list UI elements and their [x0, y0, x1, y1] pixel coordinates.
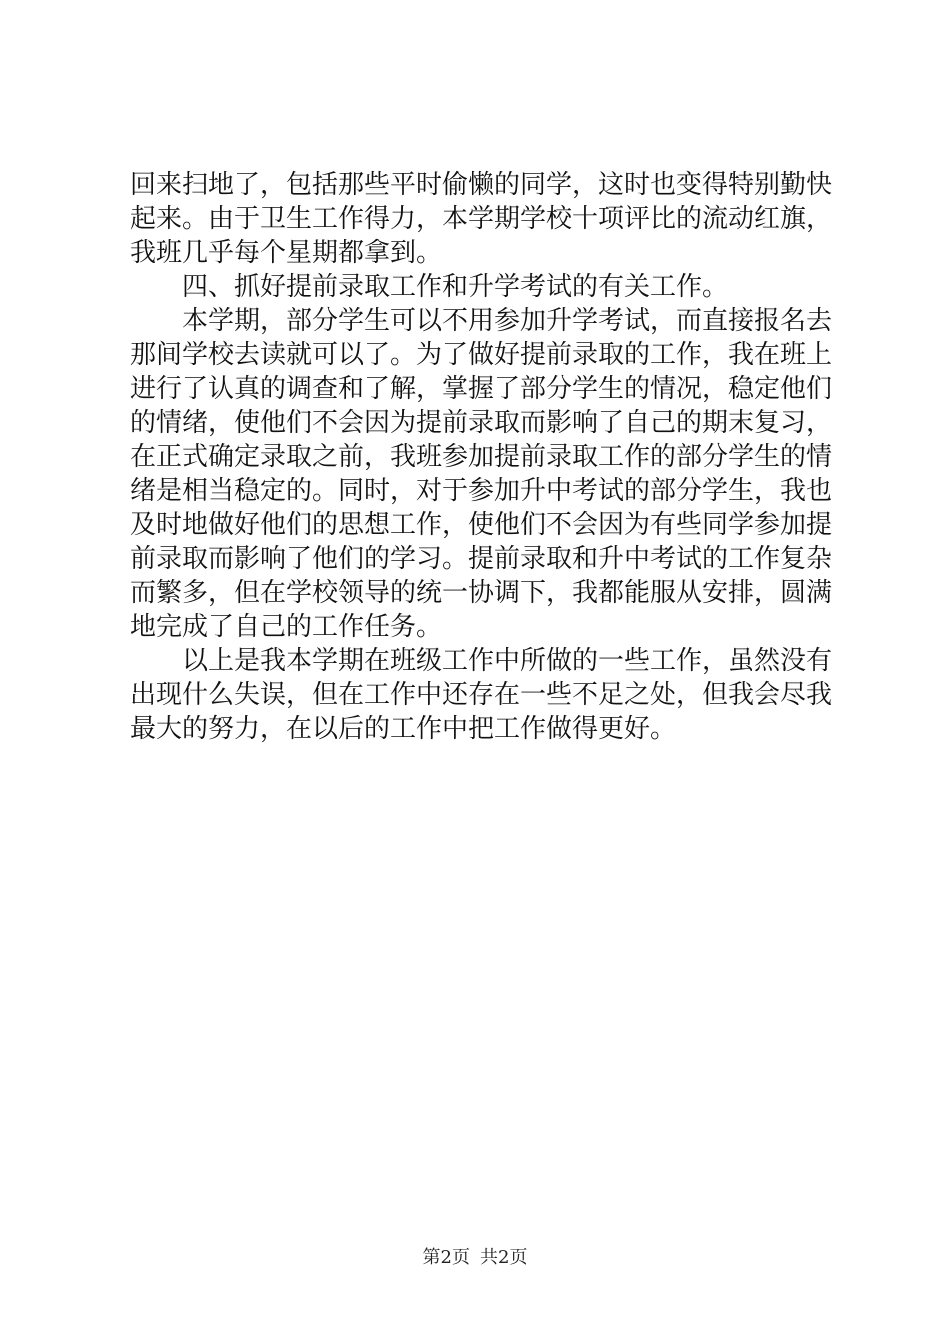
page-total: 共2页 — [480, 1247, 528, 1268]
document-body — [130, 168, 833, 746]
body-line: 起来。由于卫生工作得力，本学期学校十项评比的流动红旗， — [130, 204, 833, 234]
page-footer — [0, 1246, 950, 1270]
body-line: 那间学校去读就可以了。为了做好提前录取的工作，我在班上 — [130, 340, 833, 370]
body-line: 前录取而影响了他们的学习。提前录取和升中考试的工作复杂 — [130, 544, 833, 574]
section-heading: 四、抓好提前录取工作和升学考试的有关工作。 — [182, 272, 729, 302]
body-line: 而繁多，但在学校领导的统一协调下，我都能服从安排，圆满 — [130, 578, 833, 608]
body-line: 地完成了自己的工作任务。 — [130, 612, 443, 642]
body-line: 在正式确定录取之前，我班参加提前录取工作的部分学生的情 — [130, 442, 833, 472]
body-line: 回来扫地了，包括那些平时偷懒的同学，这时也变得特别勤快 — [130, 170, 833, 200]
body-line: 本学期，部分学生可以不用参加升学考试，而直接报名去 — [182, 306, 833, 336]
body-line: 进行了认真的调查和了解，掌握了部分学生的情况，稳定他们 — [130, 374, 833, 404]
body-line: 绪是相当稳定的。同时，对于参加升中考试的部分学生，我也 — [130, 476, 833, 506]
page-number: 第2页 — [422, 1247, 470, 1268]
body-line: 我班几乎每个星期都拿到。 — [130, 238, 443, 268]
body-line: 及时地做好他们的思想工作，使他们不会因为有些同学参加提 — [130, 510, 833, 540]
body-line: 最大的努力，在以后的工作中把工作做得更好。 — [130, 714, 677, 744]
body-line: 以上是我本学期在班级工作中所做的一些工作，虽然没有 — [182, 646, 833, 676]
body-line: 出现什么失误，但在工作中还存在一些不足之处，但我会尽我 — [130, 680, 833, 710]
body-line: 的情绪，使他们不会因为提前录取而影响了自己的期末复习， — [130, 408, 833, 438]
